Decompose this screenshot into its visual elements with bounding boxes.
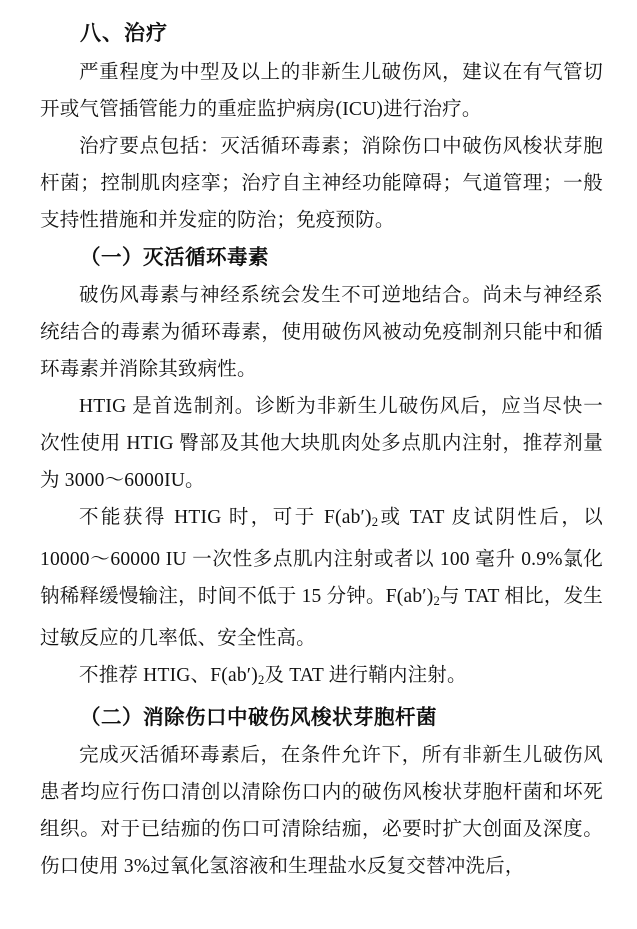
- paragraph-toxin-binding: 破伤风毒素与神经系统会发生不可逆地结合。尚未与神经系统结合的毒素为循环毒素，使用破伤风被动免疫制剂只能中和循环毒素并消除其致病性。: [40, 285, 603, 380]
- subsection-1-title: （一）灭活循环毒素: [80, 247, 269, 269]
- paragraph-htig: HTIG 是首选制剂。诊断为非新生儿破伤风后，应当尽快一次性使用 HTIG 臀部及其他大块肌肉处多点肌内注射，推荐剂量为 3000～6000IU。: [40, 396, 603, 491]
- section-title: 八、治疗: [80, 21, 168, 45]
- paragraph-tat: 不能获得 HTIG 时，可于 $F(ab')_2$或 TAT 皮试阴性后，以 10000～60000 IU 一次性多点肌内注射或者以 100 毫升 0.9%氯化钠稀释缓慢输注，时间不低于 15 分钟。$F(ab')_2$与 TAT 相比，发生过敏反应的几率低、安全性高。: [40, 507, 604, 650]
- document-body: [40, 14, 603, 885]
- paragraph-debridement: 完成灭活循环毒素后，在条件允许下，所有非新生儿破伤风患者均应行伤口清创以清除伤口内的破伤风梭状芽胞杆菌和坏死组织。对于已结痂的伤口可清除结痂，必要时扩大创面及深度。伤口使用 3%过氧化氢溶液和生理盐水反复交替冲洗后，: [40, 745, 603, 878]
- paragraph-key-points: 治疗要点包括：灭活循环毒素；消除伤口中破伤风梭状芽胞杆菌；控制肌肉痉挛；治疗自主神经功能障碍；气道管理；一般支持性措施和并发症的防治；免疫预防。: [40, 136, 603, 231]
- paragraph-no-sheath: 不推荐 HTIG、$F(ab')_2$及 TAT 进行鞘内注射。: [79, 665, 467, 688]
- subsection-2-title: （二）消除伤口中破伤风梭状芽胞杆菌: [80, 707, 437, 730]
- paragraph-severity: 严重程度为中型及以上的非新生儿破伤风，建议在有气管切开或气管插管能力的重症监护病房(ICU)进行治疗。: [40, 62, 603, 120]
